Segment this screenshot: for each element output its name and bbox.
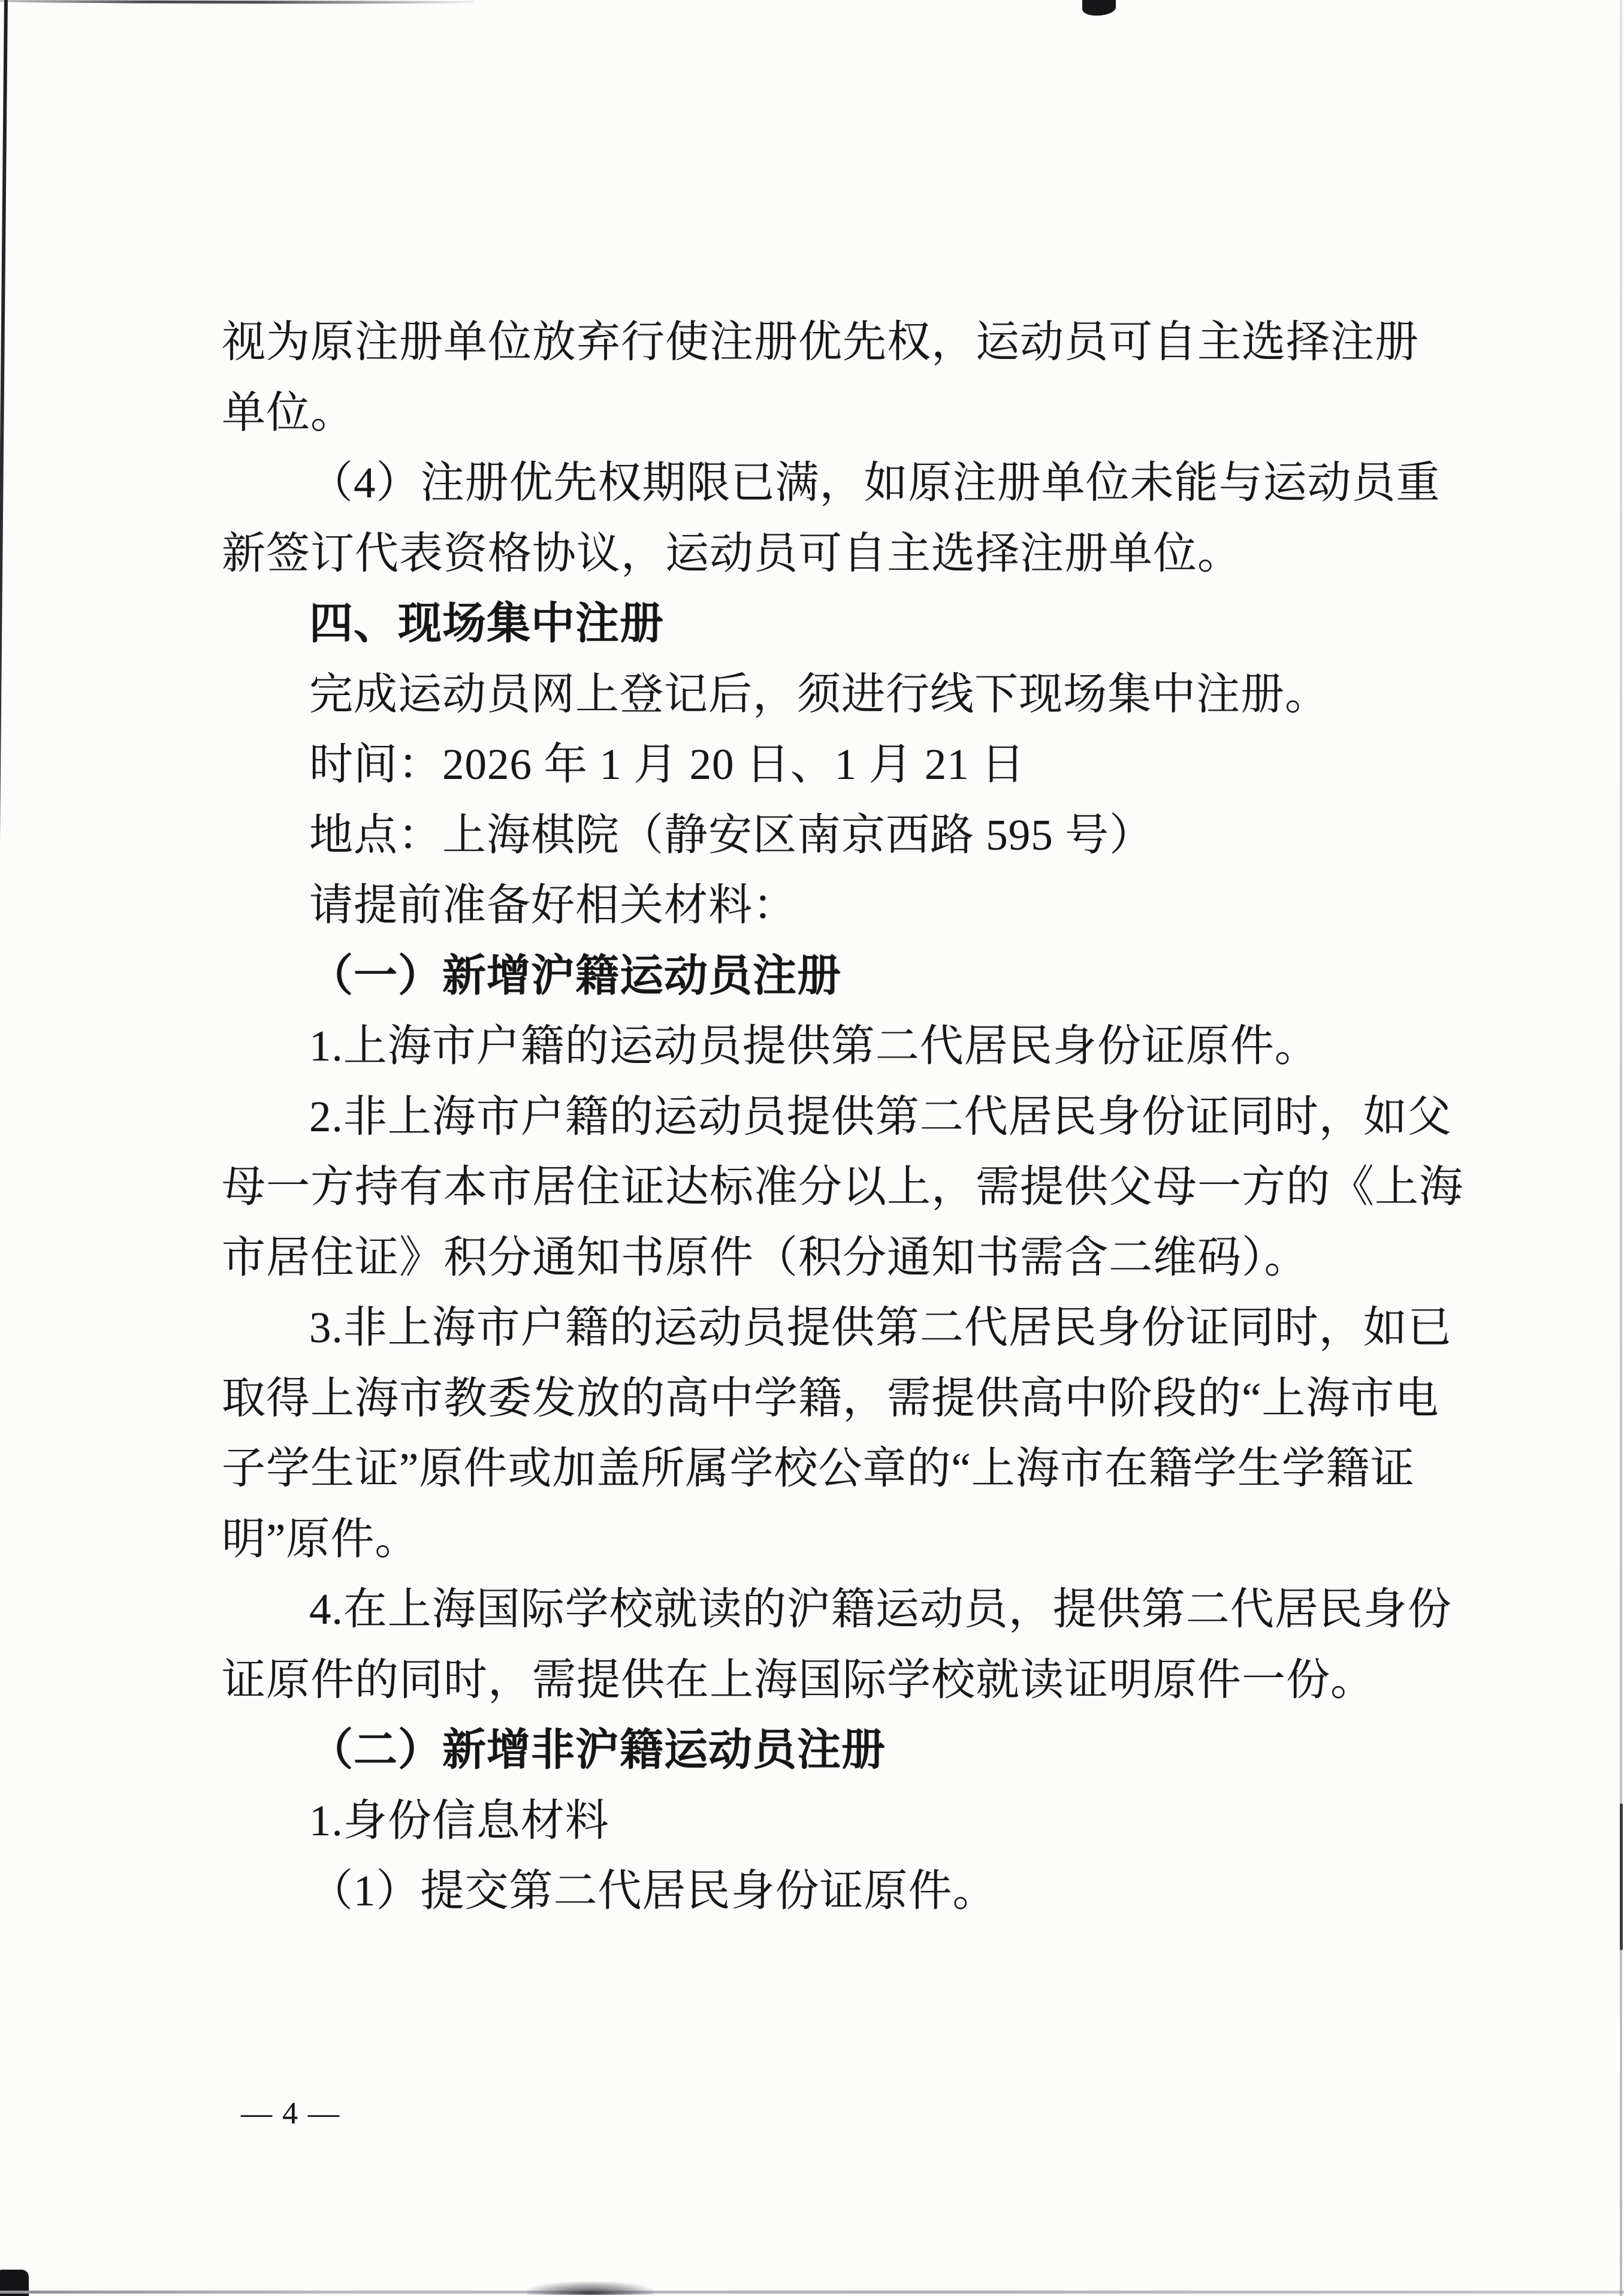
scan-edge-top [0, 0, 473, 4]
scan-edge-right [1620, 0, 1622, 2296]
text-line: 请提前准备好相关材料： [309, 881, 797, 929]
text-line: 取得上海市教委发放的高中学籍，需提供高中阶段的“上海市电 [222, 1373, 1439, 1422]
page-number: — 4 — [241, 2096, 340, 2131]
text-line: 明”原件。 [222, 1514, 419, 1563]
text-line: 子学生证”原件或加盖所属学校公章的“上海市在籍学生学籍证 [222, 1444, 1415, 1493]
section-heading-line: （二）新增非沪籍运动员注册 [309, 1726, 886, 1774]
text-line: 新签订代表资格协议，运动员可自主选择注册单位。 [222, 528, 1242, 578]
text-line: 3.非上海市户籍的运动员提供第二代居民身份证同时，如已 [309, 1303, 1452, 1352]
scan-edge-bottom [0, 2291, 1624, 2294]
text-line: 2.非上海市户籍的运动员提供第二代居民身份证同时，如父 [309, 1092, 1452, 1141]
scan-mark-top-right [1082, 0, 1116, 16]
document-body [222, 307, 1463, 1926]
text-line: 4.在上海国际学校就读的沪籍运动员，提供第二代居民身份 [309, 1585, 1452, 1633]
text-line: 证原件的同时，需提供在上海国际学校就读证明原件一份。 [222, 1655, 1375, 1704]
text-line: 地点：上海棋院（静安区南京西路 595 号） [309, 810, 1154, 859]
section-heading-line: （一）新增沪籍运动员注册 [309, 951, 841, 1000]
section-heading-line: 四、现场集中注册 [309, 599, 664, 648]
text-line: 时间：2026 年 1 月 20 日、1 月 21 日 [309, 740, 1025, 789]
text-line: 视为原注册单位放弃行使注册优先权，运动员可自主选择注册 [222, 318, 1419, 366]
text-line: （4）注册优先权期限已满，如原注册单位未能与运动员重 [309, 458, 1441, 507]
text-line: 市居住证》积分通知书原件（积分通知书需含二维码）。 [222, 1232, 1309, 1282]
text-line: 完成运动员网上登记后，须进行线下现场集中注册。 [309, 669, 1329, 718]
text-line: （1）提交第二代居民身份证原件。 [309, 1866, 997, 1915]
text-line: 单位。 [222, 388, 355, 437]
scan-smudge-bottom [527, 2282, 653, 2295]
text-line: 母一方持有本市居住证达标准分以上，需提供父母一方的《上海 [222, 1162, 1463, 1211]
scan-edge-left [0, 0, 8, 2277]
scan-edge-right-dark [1620, 1803, 1623, 1950]
text-line: 1.上海市户籍的运动员提供第二代居民身份证原件。 [309, 1022, 1319, 1070]
text-line: 1.身份信息材料 [309, 1796, 609, 1845]
